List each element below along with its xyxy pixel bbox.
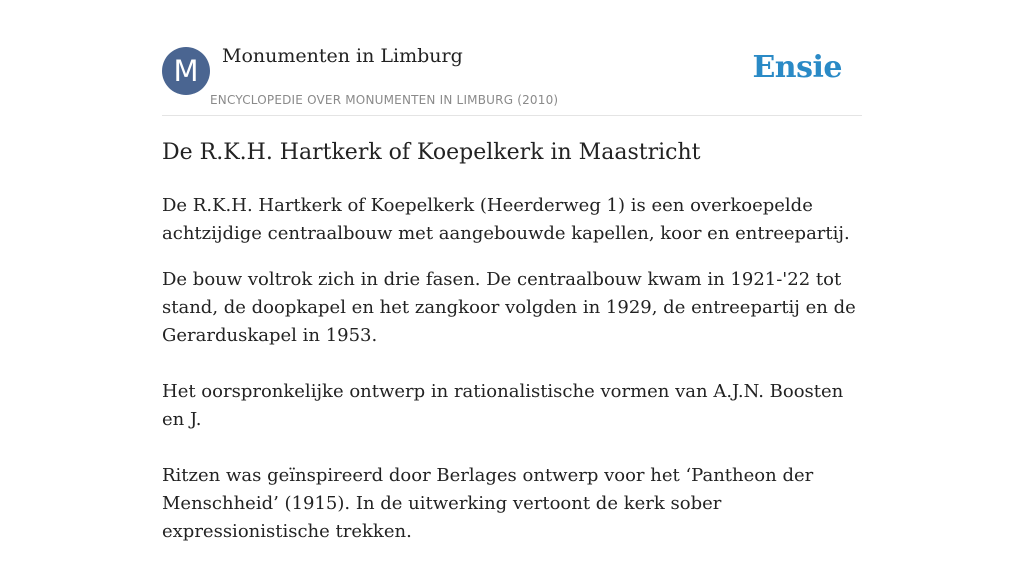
source-header bbox=[162, 0, 862, 116]
article-body bbox=[162, 192, 862, 564]
article-paragraph: Ritzen was geïnspireerd door Berlages ontwerp voor het ‘Pantheon der Menschheid’ (1915). In de uitwerking vertoont de kerk sober expressionistische trekken. bbox=[162, 465, 814, 542]
source-title[interactable]: Monumenten in Limburg bbox=[222, 45, 463, 67]
avatar[interactable]: M bbox=[162, 47, 210, 95]
article-paragraph: De R.K.H. Hartkerk of Koepelkerk (Heerderweg 1) is een overkoepelde achtzijdige centraalbouw met aangebouwde kapellen, koor en entreepartij. bbox=[162, 195, 850, 244]
paragraph-spacer bbox=[162, 350, 862, 378]
article-title: De R.K.H. Hartkerk of Koepelkerk in Maastricht bbox=[162, 140, 701, 165]
article-paragraph: De bouw voltrok zich in drie fasen. De centraalbouw kwam in 1921-'22 tot stand, de doopkapel en het zangkoor volgden in 1929, de entreepartij en de Gerarduskapel in 1953. bbox=[162, 269, 856, 346]
paragraph-spacer bbox=[162, 434, 862, 462]
page bbox=[162, 0, 862, 542]
article-paragraph: Het oorspronkelijke ontwerp in rationalistische vormen van A.J.N. Boosten en J. bbox=[162, 381, 844, 430]
source-subtitle: ENCYCLOPEDIE OVER MONUMENTEN IN LIMBURG (2010) bbox=[210, 93, 559, 107]
ensie-logo[interactable]: Ensie bbox=[752, 50, 842, 85]
